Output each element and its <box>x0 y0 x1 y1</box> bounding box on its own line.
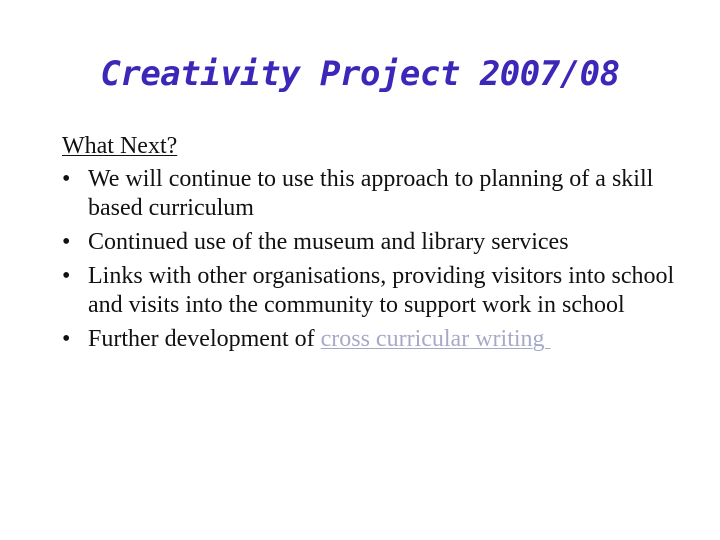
cross-curricular-writing-link[interactable]: cross curricular writing <box>320 326 551 352</box>
bullet-list <box>62 165 682 354</box>
bullet-item <box>62 325 682 354</box>
bullet-icon: • <box>62 326 71 352</box>
bullet-icon: • <box>62 166 71 192</box>
bullet-item <box>62 228 682 257</box>
bullet-icon: • <box>62 263 71 289</box>
bullet-icon: • <box>62 229 71 255</box>
bullet-item <box>62 165 682 223</box>
bullet-text: Further development of <box>88 326 321 352</box>
bullet-text: Continued use of the museum and library services <box>88 229 569 255</box>
bullet-text: Links with other organisations, providing visitors into school and visits into the community to support work in school <box>88 263 675 318</box>
subheading: What Next? <box>62 133 178 159</box>
bullet-item <box>62 262 682 320</box>
bullet-text: We will continue to use this approach to planning of a skill based curriculum <box>88 166 654 221</box>
slide-body <box>62 132 682 359</box>
slide-title: Creativity Project 2007/08 <box>100 54 620 94</box>
